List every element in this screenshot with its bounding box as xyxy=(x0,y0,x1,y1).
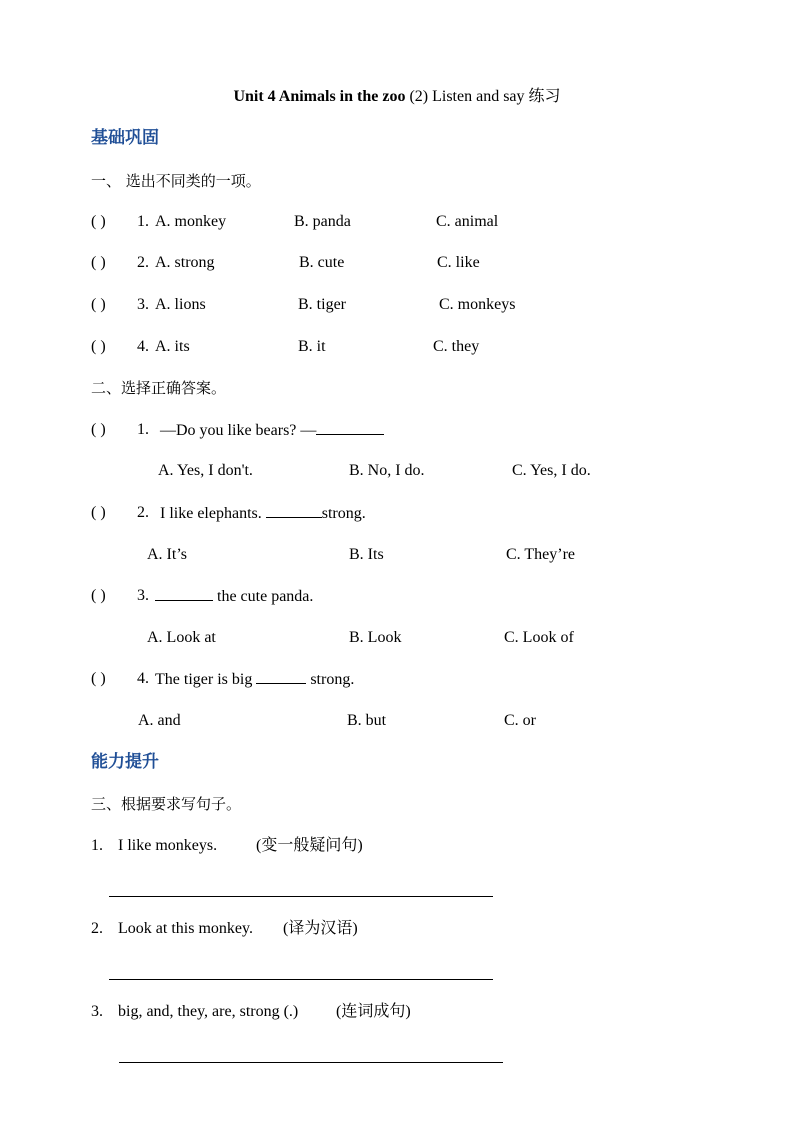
question-number: 3. xyxy=(137,587,149,604)
question-hint: (译为汉语) xyxy=(283,920,358,937)
option-a: A. its xyxy=(155,338,190,355)
option-b: B. cute xyxy=(299,254,345,271)
section-basic-heading: 基础巩固 xyxy=(91,128,159,148)
option-a: A. Yes, I don't. xyxy=(158,462,253,479)
question-number: 4. xyxy=(137,338,149,355)
question-number: 2. xyxy=(91,920,103,937)
option-c: C. They’re xyxy=(506,546,576,563)
option-c: C. animal xyxy=(436,213,499,230)
answer-paren[interactable]: ( ) xyxy=(91,296,106,313)
question-text: big, and, they, are, strong (.) xyxy=(118,1003,299,1020)
page-title: Unit 4 Animals in the zoo (2) Listen and say 练习 xyxy=(233,88,561,105)
fill-blank[interactable] xyxy=(256,669,306,684)
question-stem: I like elephants. strong. xyxy=(160,505,366,522)
answer-paren[interactable]: ( ) xyxy=(91,213,106,230)
option-c: C. Look of xyxy=(504,629,574,646)
option-a: A. and xyxy=(138,712,181,729)
question-number: 1. xyxy=(137,213,149,230)
answer-paren[interactable]: ( ) xyxy=(91,504,106,521)
answer-paren[interactable]: ( ) xyxy=(91,338,106,355)
option-b: B. it xyxy=(298,338,326,355)
option-b: B. tiger xyxy=(298,296,346,313)
answer-line[interactable] xyxy=(109,896,493,897)
question-number: 4. xyxy=(137,670,149,687)
question-number: 1. xyxy=(91,837,103,854)
answer-paren[interactable]: ( ) xyxy=(91,421,106,438)
question-hint: (变一般疑问句) xyxy=(256,837,363,854)
answer-paren[interactable]: ( ) xyxy=(91,254,106,271)
question-number: 3. xyxy=(137,296,149,313)
fill-blank[interactable] xyxy=(316,420,384,435)
fill-blank[interactable] xyxy=(155,586,213,601)
question-number: 1. xyxy=(137,421,149,438)
question-stem: The tiger is big strong. xyxy=(155,671,355,688)
option-a: A. monkey xyxy=(155,213,227,230)
option-b: B. but xyxy=(347,712,387,729)
option-c: C. Yes, I do. xyxy=(512,462,591,479)
option-c: C. they xyxy=(433,338,480,355)
question-text: I like monkeys. xyxy=(118,837,218,854)
question-stem: —Do you like bears? — xyxy=(160,420,384,441)
section-advanced-heading: 能力提升 xyxy=(91,752,159,772)
answer-line[interactable] xyxy=(119,1062,503,1063)
answer-paren[interactable]: ( ) xyxy=(91,670,106,687)
part1-heading: 一、 选出不同类的一项。 xyxy=(91,172,261,190)
part3-heading: 三、根据要求写句子。 xyxy=(91,795,242,813)
option-a: A. It’s xyxy=(147,546,187,563)
question-number: 3. xyxy=(91,1003,103,1020)
option-b: B. Its xyxy=(349,546,384,563)
option-c: C. like xyxy=(437,254,480,271)
question-text: Look at this monkey. xyxy=(118,920,253,937)
part2-heading: 二、选择正确答案。 xyxy=(91,379,227,397)
question-number: 2. xyxy=(137,254,149,271)
question-stem: the cute panda. xyxy=(155,586,313,607)
fill-blank[interactable] xyxy=(266,503,322,518)
option-a: A. Look at xyxy=(147,629,216,646)
option-c: C. or xyxy=(504,712,536,729)
option-a: A. strong xyxy=(155,254,215,271)
answer-line[interactable] xyxy=(109,979,493,980)
option-c: C. monkeys xyxy=(439,296,516,313)
question-number: 2. xyxy=(137,504,149,521)
option-a: A. lions xyxy=(155,296,206,313)
option-b: B. Look xyxy=(349,629,402,646)
answer-paren[interactable]: ( ) xyxy=(91,587,106,604)
question-hint: (连词成句) xyxy=(336,1003,411,1020)
option-b: B. No, I do. xyxy=(349,462,425,479)
option-b: B. panda xyxy=(294,213,351,230)
